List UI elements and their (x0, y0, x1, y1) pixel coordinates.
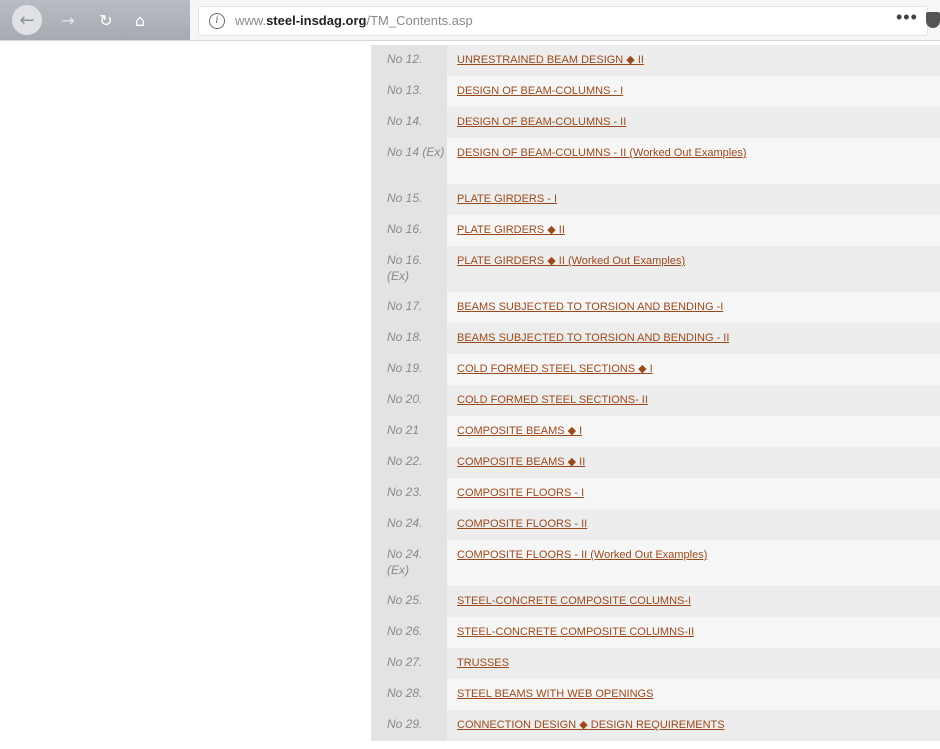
module-number: No 16. (Ex) (371, 246, 447, 292)
module-number: No 19. (371, 354, 447, 385)
page-actions-menu-button[interactable]: ••• (896, 7, 918, 27)
table-row (371, 710, 940, 741)
module-title-cell (447, 509, 940, 540)
module-title-cell (447, 447, 940, 478)
forward-arrow-icon[interactable]: → (61, 10, 75, 30)
table-row (371, 478, 940, 509)
module-link[interactable]: STEEL-CONCRETE COMPOSITE COLUMNS-II (457, 626, 695, 638)
reload-icon[interactable]: ↻ (99, 10, 113, 30)
module-number: No 22. (371, 447, 447, 478)
module-link[interactable]: BEAMS SUBJECTED TO TORSION AND BENDING -I (457, 301, 724, 313)
module-number: No 23. (371, 478, 447, 509)
table-row (371, 76, 940, 107)
module-title-cell (447, 184, 940, 215)
browser-toolbar (0, 0, 940, 41)
module-link[interactable]: DESIGN OF BEAM-COLUMNS - II (457, 116, 627, 128)
module-title-cell (447, 323, 940, 354)
module-link[interactable]: PLATE GIRDERS ◆ II (Worked Out Examples) (457, 255, 686, 267)
module-title-cell (447, 679, 940, 710)
table-row (371, 648, 940, 679)
module-number: No 27. (371, 648, 447, 679)
table-row (371, 45, 940, 76)
contents-table-body (371, 45, 940, 741)
table-row (371, 540, 940, 586)
module-number: No 15. (371, 184, 447, 215)
table-row (371, 246, 940, 292)
address-bar[interactable] (198, 6, 928, 36)
table-row (371, 107, 940, 138)
module-link[interactable]: CONNECTION DESIGN ◆ DESIGN REQUIREMENTS (457, 719, 725, 731)
module-title-cell (447, 138, 940, 184)
module-title-cell (447, 45, 940, 76)
module-title-cell (447, 354, 940, 385)
module-link[interactable]: PLATE GIRDERS - I (457, 193, 558, 205)
module-link[interactable]: TRUSSES (457, 657, 509, 669)
module-link[interactable]: DESIGN OF BEAM-COLUMNS - II (Worked Out Examples) (457, 147, 747, 159)
module-title-cell (447, 617, 940, 648)
nav-buttons (0, 0, 190, 40)
module-number: No 24. (371, 509, 447, 540)
module-number: No 24. (Ex) (371, 540, 447, 586)
table-row (371, 323, 940, 354)
table-row (371, 679, 940, 710)
module-title-cell (447, 107, 940, 138)
table-row (371, 138, 940, 184)
module-title-cell (447, 215, 940, 246)
module-number: No 28. (371, 679, 447, 710)
module-link[interactable]: COMPOSITE FLOORS - II (457, 518, 588, 530)
table-row (371, 215, 940, 246)
table-row (371, 447, 940, 478)
module-title-cell (447, 710, 940, 741)
module-link[interactable]: COMPOSITE FLOORS - I (457, 487, 585, 499)
module-title-cell (447, 478, 940, 509)
module-number: No 29. (371, 710, 447, 741)
module-number: No 13. (371, 76, 447, 107)
table-row (371, 586, 940, 617)
table-row (371, 385, 940, 416)
module-number: No 14. (371, 107, 447, 138)
url-prefix: www. (235, 13, 267, 28)
contents-table (371, 45, 940, 741)
module-title-cell (447, 586, 940, 617)
module-title-cell (447, 540, 940, 586)
module-number: No 26. (371, 617, 447, 648)
home-icon[interactable]: ⌂ (134, 10, 146, 30)
url-text[interactable] (235, 13, 473, 28)
module-number: No 25. (371, 586, 447, 617)
module-link[interactable]: COLD FORMED STEEL SECTIONS ◆ I (457, 363, 653, 375)
module-title-cell (447, 416, 940, 447)
module-link[interactable]: COMPOSITE FLOORS - II (Worked Out Examples) (457, 549, 708, 561)
table-row (371, 509, 940, 540)
module-link[interactable]: COMPOSITE BEAMS ◆ II (457, 456, 586, 468)
module-link[interactable]: UNRESTRAINED BEAM DESIGN ◆ II (457, 54, 644, 66)
module-title-cell (447, 648, 940, 679)
module-number: No 21 (371, 416, 447, 447)
module-number: No 20. (371, 385, 447, 416)
module-title-cell (447, 385, 940, 416)
table-row (371, 617, 940, 648)
module-number: No 17. (371, 292, 447, 323)
url-host: steel-insdag.org (266, 13, 367, 28)
contents-table-container (371, 45, 940, 741)
module-number: No 18. (371, 323, 447, 354)
back-arrow-icon[interactable]: ← (12, 5, 42, 35)
shield-icon[interactable] (926, 12, 940, 28)
module-link[interactable]: BEAMS SUBJECTED TO TORSION AND BENDING - II (457, 332, 730, 344)
module-number: No 16. (371, 215, 447, 246)
module-link[interactable]: PLATE GIRDERS ◆ II (457, 224, 565, 236)
module-link[interactable]: STEEL-CONCRETE COMPOSITE COLUMNS-I (457, 595, 692, 607)
table-row (371, 416, 940, 447)
module-title-cell (447, 76, 940, 107)
module-number: No 12. (371, 45, 447, 76)
module-title-cell (447, 292, 940, 323)
module-link[interactable]: COMPOSITE BEAMS ◆ I (457, 425, 583, 437)
info-icon[interactable]: i (209, 13, 225, 29)
table-row (371, 292, 940, 323)
module-link[interactable]: DESIGN OF BEAM-COLUMNS - I (457, 85, 624, 97)
module-number: No 14 (Ex) (371, 138, 447, 184)
url-path: /TM_Contents.asp (366, 13, 473, 28)
table-row (371, 354, 940, 385)
module-link[interactable]: STEEL BEAMS WITH WEB OPENINGS (457, 688, 654, 700)
table-row (371, 184, 940, 215)
module-link[interactable]: COLD FORMED STEEL SECTIONS- II (457, 394, 648, 406)
module-title-cell (447, 246, 940, 292)
